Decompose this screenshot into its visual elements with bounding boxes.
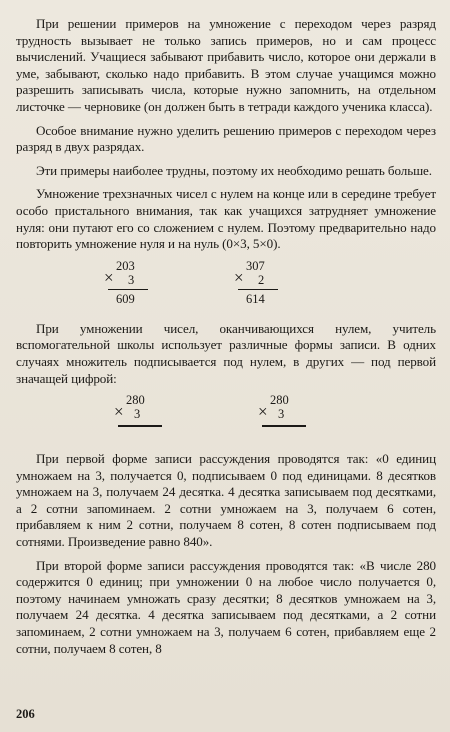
paragraph-7: При второй форме записи рассуждения проводятся так: «В числе 280 содержится 0 единиц; при умножении 0 на любое число получается 0, поэтому начинаем умножать сразу десятки; 8 десятков умножаем на 3, получаем 24 десятка. 4 десятка записываем под десятками, а 2 сотни запоминаем, 2 сотни умножаем на 3, получаем 6 сотен, прибавляем еще 2 сотни, получаем 8 сотен, 8 [16,557,436,656]
multiply-sign: × [104,267,114,287]
result-line [238,289,278,291]
multiplicand: 280 [270,393,289,408]
product: 609 [116,291,135,306]
multiplier: 3 [278,407,285,422]
example-203x3 [104,259,164,313]
multiply-sign: × [234,267,244,287]
page-number: 206 [16,707,35,721]
multiplier: 3 [134,407,141,422]
examples-row-1 [16,259,436,315]
paragraph-1: При решении примеров на умножение с переходом через разряд трудность вызывает не только запись примеров, но и сам процесс вычислений. Учащиеся забывают прибавить число, которое они держали в уме, забывают, сколько надо прибавить. В этом случае учащимся можно разрешить записывать числа, которые нужно запомнить, на отдельном листочке — черновике (он должен быть в тетради каждого ученика класса). [16,16,436,114]
multiplicand: 280 [126,393,145,408]
multiply-sign: × [114,402,124,422]
multiplier: 2 [258,272,265,287]
multiply-sign: × [258,402,268,422]
result-line [262,425,306,427]
multiplicand: 307 [246,258,265,273]
paragraph-3: Эти примеры наиболее трудны, поэтому их необходимо решать больше. [36,162,432,178]
example-280x3-under-zero [114,393,174,447]
paragraph-6: При первой форме записи рассуждения проводятся так: «0 единиц умножаем на 3, получается 0, подписываем 0 под единицами. 8 десятков умножаем на 3, получаем 24 десятка. 4 десятка записываем под десятками, а 2 сотни запоминаем. 2 сотни умножаем на 3, получаем 6 сотен, прибавляем к ним 2 сотни, получаем 8 сотен, 8 сотен подписываем под сотнями. Произведение равно 840». [16,451,436,550]
example-307x2 [234,259,294,313]
multiplicand: 203 [116,258,135,273]
product: 614 [246,291,265,306]
paragraph-2: Особое внимание нужно уделить решению примеров с переходом через разряд в двух разрядах. [16,122,436,155]
examples-row-2 [16,393,436,445]
multiplier: 3 [128,272,135,287]
result-line [108,289,148,291]
paragraph-5: При умножении чисел, оканчивающихся нулем, учитель вспомогательной школы использует различные формы записи. В одних случаях множитель подписывается под нулем, в других — под первой значащей цифрой: [16,320,436,386]
result-line [118,425,162,427]
example-280x3-under-digit [258,393,318,447]
paragraph-4: Умножение трехзначных чисел с нулем на конце или в середине требует особо пристального внимания, так как учащихся затрудняет умножение нуля: они путают его со сложением с нулем. Поэтому предварительно надо повторить умножение нуля и на нуль (0×3, 5×0). [16,186,436,252]
